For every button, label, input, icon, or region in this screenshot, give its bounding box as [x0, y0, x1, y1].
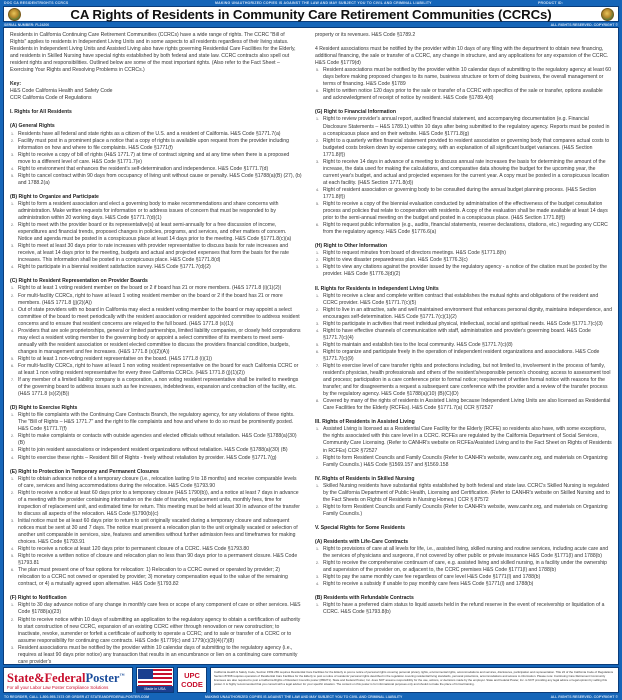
list-item: Right to meet with the provider board or its representative(s) at least semi-annually for a free discussion of income, expenditures and financial trends, proposed changes in policies, programs, and services, and other matters of concern. Notice and agenda must be posted in a conspicuous place at least 14 days prior to the meeting. H&S Code §1771.8(c)(a) — [18, 222, 292, 243]
list-item: Right to request minutes from board of directors meetings. H&S Code §1771.8(h) — [323, 250, 506, 257]
list-item: Right to at least 1 non-voting resident representative on the board. (H&S 1771.8 (i)(1)) — [18, 355, 212, 362]
list-item: Right to receive a copy of the biennial evaluation conducted by administration of the effectiveness of the budget consultation process and policies that relate to cooperation with residents. A copy of the evaluation shall be made available at least 14 days prior to the semi-annual meeting on the budget and posted in a conspicuous place. (H&S Section 1771.8(f)) — [323, 201, 608, 222]
notification-list-continued — [315, 67, 612, 102]
upc-code-box — [177, 667, 207, 693]
list-item: Right to organize and participate freely in the operation of independent resident organizations and associations. H&S Code §1771.7(c)(9) — [323, 348, 600, 362]
list-item: Right to form Resident Councils and Family Councils (Refer to CANHR's website, www.canhr.org, and materials on Organizing Family Councils.) H&S Code §1569.157 and §1569.158 — [323, 454, 608, 468]
list-item: For multi-facility CCRCs, right to have at least 1 non voting resident representative on the board for each California CCRC or at least 1 non voting resident representative for every three California CCRCs. (H&S 1771.8 (j)(1)(2)) — [18, 362, 299, 377]
upc-label: UPC — [184, 671, 200, 680]
intro-paragraph: Residents in California Continuing Care Retirement Communities (CCRCs) have a wide range of rights. The CCRC "Bill of Rights" applies to residents in Independent Living Units and in some aspects to all residents regardless of their living status. Residents in Independent Living Units and Assisted Living also have rights governing Residential Care Facilities for the Elderly, and residents in Skilled Nursing have special rights established by both federal and state law. CCRC contracts also spell out resident rights and responsibilities. Outlined below are some of the most important rights. (Also refer to the Fact Sheet – Exercising Your Rights and Resolving Problems in CCRCs.) — [10, 32, 296, 74]
other-info-title: (H) Right to Other Information — [315, 243, 388, 250]
made-in-usa-label: Made in USA — [137, 686, 173, 692]
left-column — [10, 32, 311, 665]
general-rights-list — [10, 131, 302, 187]
general-rights-title: (A) General Rights — [10, 123, 55, 130]
poster-body — [3, 27, 619, 665]
california-seal-icon — [8, 8, 21, 21]
skilled-nursing-list — [315, 483, 612, 518]
brand-logo — [3, 667, 133, 693]
copyright-bottom: ALL RIGHTS RESERVED. COPYRIGHT © — [550, 695, 618, 699]
list-item: Right to receive a notice at least 120 days prior to permanent closure of a CCRC. H&S Code §1793.80 — [18, 546, 250, 553]
list-item: The plan must present one of four options for relocation: 1) Relocation to a CCRC owned or operated by provider; 2) relocation to a CCRC not owned or operated by provider; 3) monetary compensation equal to the value of the remaining contract, or 4) a mutually agreed upon alternative. H&S Code §1793.82 — [18, 567, 288, 588]
list-item: Right to form a resident association and elect a governing body to make recommendations and share concerns with administration. Make written requests for information or to address issues of concern that must be responded to by administration within 20 working days. H&S Code §1771.7(d)(1) — [18, 200, 279, 222]
list-item: Right to a quarterly written financial statement provided to resident association or governing body that compares actual costs to budgeted costs broken down by expense category, with an explanation of all significant budget variances. (H&S Section 1771.8(f)) — [323, 137, 610, 158]
closures-list — [10, 476, 302, 589]
list-item: Initial notice must be at least 60 days prior to return to unit originally vacated during a temporary closure and subsequent notices must be sent at 30 and 7 days. The notice must present a relocation plan to the unit originally vacated or selection of another unit comparable in services, size, features and amenities without further admission fees and timeframes for making choices. H&S Code §1793.91 — [18, 517, 298, 546]
life-care-title: (A) Residents with Life-Care Contracts — [315, 539, 409, 545]
independent-living-list — [315, 293, 612, 413]
organize-list — [10, 201, 302, 271]
list-item: Right of resident association or governing body to be consulted during the annual budget planning process. (H&S Section 1771.8(f)) — [323, 186, 597, 200]
list-item: Right to receive a subsidy if unable to pay monthly care fees H&S Code §1771(l) and 1788(b) — [323, 581, 534, 588]
california-seal-icon — [601, 8, 614, 21]
list-item: Right to receive 14 days in advance of a meeting to discuss annual rate increases the basis for determining the amount of the increase, the data used for making the calculations, and comparative data showing the budget for the upcoming year, the current year's budget, and actual and projected expenses for the current year. A copy must be posted in a conspicuous location at each facility. (H&S Section 1771.8(d)) — [323, 158, 610, 186]
section-iv-title: IV. Rights of Residents in Skilled Nursing — [315, 475, 415, 482]
doc-code: DOC CA RESIDENTRIGHTS CCRCS — [4, 1, 69, 5]
assisted-living-list — [315, 426, 612, 468]
list-item: If any member of a limited liability company is a corporation, a non voting resident representative shall be invited to meetings of the governing board to address issues such as fee increases, indebtedness, expansion and contraction of the facility, etc. (H&S 1771.8 (s)(2)(B)) — [18, 377, 299, 398]
list-item: Resident associations must be notified by the provider within 10 calendar days of submitting to the regulatory agency (i.e., requires at least 90 days prior notice) any transaction that results in an encumbrance or lien on a continuing care community care provider's — [18, 644, 298, 665]
list-item: Right to view any citations against the provider issued by the regulatory agency - a notice of the citation must be posted by the provider. H&S Code §1776.3(d)(2) — [323, 264, 607, 278]
legal-disclaimer: California Health & Safety Code, Section 1569.269 requires Residential Care Facilities for the Elderly to post a notice of personal rights covering personal privacy rights, environmental rights, accommodations and services, disclosures, participation and representation. Title 22 of the California Code of Regulations Section 87468 requires operators of Residential Care Facilities for the Elderly to post a notice of residents' personal rights described in the regulation covering residential living standards, personal protections, accommodations and access to information. Please note: Continuing Care Retirement Community licensees are also required to post a California Rights of Resident Councils poster (#80271). State and Federal Poster, Inc. does NOT assume responsibility for the use, actions, or decisions made by the employer. State and Federal Poster, Inc. is NOT providing any legal advice or legal opinion by selling this poster. It is highly recommended that you consult with a legal advisor for your specific situation. The content on this poster is for informational purposes only and should not take the place of formal training. — [210, 667, 619, 693]
list-item: Right to environment that enhances the resident's self-determination and independence. H&S Code §1771.7(d) — [18, 165, 269, 172]
list-item: Right to receive a clear and complete written contract that establishes the mutual rights and obligations of the resident and CCRC provider. H&S Code §1771.7(c)(5) — [323, 292, 599, 306]
list-item: Right to form Resident Councils and Family Councils (Refer to CANHR's website, www.canhr.org, and materials on Organizing Family Councils.) — [323, 503, 608, 517]
list-item: Right to 30 day advance notice of any change in monthly care fees or scope of any component of care or other services. H&S Code §1788(a)(23) — [18, 602, 301, 616]
list-item: Providers that are sole proprietorships, general or limited partnerships, limited liability companies, or closely held corporations may elect a resident voting member to the governing body or appoint a select committee of its members to meet semi-annually with the resident association or resident elected committee to discuss the providers financial condition, budgets, changes in management and fee increases. (H&S 1771.8 (s)(2)(A)) — [18, 327, 301, 355]
list-item: Right to join resident associations or independent resident organizations without retaliation. H&S Code §1788(a)(30) (B) — [18, 447, 288, 454]
list-item: Covered by many of the rights of residents in Assisted Living because Independent Living Units are also licensed as Residential Care Facilities for the Elderly (RCFEs). H&S Code §1771.7(a) CCR §72527 — [323, 398, 611, 412]
list-item: Right to have a preferred claim status to liquid assets held in the refund reserve in the event of receivership or liquidation of a CCRC. H&S Code §1793.8(b) — [323, 602, 605, 616]
representation-title: (C) Right to Resident Representation on Provider Boards — [10, 278, 148, 285]
key-item: H&S Code California Health and Safety Code — [10, 88, 113, 95]
title-bar — [3, 6, 619, 22]
section-v-title: V. Special Rights for Some Residents — [315, 524, 406, 531]
list-item: Right to review provider's annual report, audited financial statement, and accompanying documentation (e.g. Financial Disclosure Statements – H&S 1789.1) within 10 days after being submitted to the regulatory agency. Reports must be posted in a conspicuous place and on their website. H&S Code §1771.8(g) — [323, 116, 610, 137]
list-item: Right to receive a written notice of closure and relocation plan no less than 90 days prior to a permanent closure. H&S Code §1793.81 — [18, 553, 298, 567]
brand-tagline: For all your Labor Law Poster Compliance Solutions — [7, 685, 109, 691]
list-item: Right to view disaster preparedness plan. H&S Code §1776.3(c) — [323, 257, 468, 264]
closures-title: (E) Right to Protection in Temporary and Permanent Closures — [10, 468, 159, 475]
list-item: Residents have all federal and state rights as a citizen of the U.S. and a resident of California. H&S Code §1771.7(a) — [18, 130, 281, 137]
list-item: Right to receive the comprehensive continuum of care, e.g. assisted living and skilled nursing, in a facility under the ownership and supervision of the provider on, or adjacent to, the CCRC premises H&S Code §1771(l) and 1788(b) — [323, 560, 607, 574]
list-item: Assisted Living is licensed as a Residential Care Facility for the Elderly (RCFE) so residents also have, with some exceptions, the rights associated with this care level in a CCRC. RCFEs are regulated by the California Department of Social Services, Community Care Licensing. (Refer to CANHR's website on RCFEs/Assisted Living and to the Fact Sheet on Rights of Residents in RCFEs) CCR §72527 — [323, 426, 612, 454]
list-item: Right to live in an attractive, safe and well maintained environment that enhances personal dignity, maintains independence, and encourages self-determination. H&S Code §1771.7(c)(1)(2) — [323, 306, 613, 320]
brand-poster: Poster — [85, 671, 120, 686]
list-item: Right to make complaints or contacts with outside agencies and elected officials without retaliation. H&S Code §1788(a)(30) (B) — [18, 433, 297, 447]
list-item: Skilled Nursing residents have substantial rights established by both federal and state law. CCRC's Skilled Nursing is regulated by the California Department of Public Health, Licensing and Certification. (Refer to CANHR's website on Skilled Nursing and to the Fact Sheets on Rights of Residents in Nursing Homes.) CCR § 87572 — [323, 482, 610, 503]
list-item: Right to receive a notice at least 60 days prior to a temporary closure (H&S 1790(b)), and a notice at least 7 days in advance of a meeting with the provider containing information on the date of transfer, replacement units, monthly fees, time for inspection of replacement unit, and estimated time for return. This meeting must be held at least 30 in advance of the transfer to discuss all aspects of the relocation. H&S Code §1790(b)(c) — [18, 489, 300, 517]
list-item: Right to participate in a biennial resident satisfaction survey. H&S Code §1771.7(d)(2) — [18, 264, 211, 271]
list-item: Right to meet at least 30 days prior to rate increases with provider representative to discuss basis for rate increases and receive, at least 14 days prior to the meeting, budgets and actual and projected expenses that form the basis for the rate increases. This information shall be posted in a conspicuous place. H&S Code §1771.8(d) — [18, 243, 289, 264]
exercise-rights-title: (D) Right to Exercise Rights — [10, 405, 78, 412]
copy-warning: MAKING UNAUTHORIZED COPIES IS AGAINST THE LAW AND MAY SUBJECT YOU TO CIVIL AND CRIMINAL LIABILITY — [215, 1, 432, 5]
page-title: CA Rights of Residents in Community Care Retirement Communities (CCRCs) — [70, 6, 552, 22]
financial-info-title: (G) Right to Financial Information — [315, 109, 396, 116]
code-label: CODE — [181, 680, 203, 689]
refundable-list — [315, 602, 612, 616]
list-item: Out of state providers with no board in California may elect a resident voting member to the board or may appoint a select committee of the board to meet periodically with the resident association or resident appointed committee to address resident concerns and to ensure that resident concerns are relayed to the full board. (H&S 1771.8 (s)(1)) — [18, 306, 300, 327]
list-item: Right to at least 1 voting resident member on the board or 2 if board has 21 or more members. (H&S 1771.8 (i)(1)(2)) — [18, 285, 282, 292]
brand-name: State&Federal — [7, 671, 86, 686]
list-item: Right to have effective channels of communication with staff, administration and provider's governing board. H&S Code §1771.7(c)(4) — [323, 327, 591, 341]
usa-flag-icon — [136, 667, 174, 693]
list-item: Resident associations must be notified by the provider within 10 calendar days of submitting to the regulatory agency at least 60 days before making proposed changes to its name, business structure or form of doing business, the overall management or terms of financing. H&S Code §1789 — [323, 67, 611, 88]
list-item: Right to written notice 120 days prior to the sale or transfer of a CCRC with specifics of the sale or transfer, options available and acknowledgment of receipt of notice by resident. H&S Code §1789.4(d) — [323, 88, 603, 102]
list-item: Right to participate in activities that meet individual physical, intellectual, social and spiritual needs. H&S Code §1771.7(c)(3) — [323, 320, 603, 327]
other-info-list — [315, 250, 612, 278]
life-care-list — [315, 546, 612, 588]
section-ii-title: II. Rights for Residents in Independent Living Units — [315, 285, 439, 292]
financial-info-list — [315, 116, 612, 236]
list-item: Right to maintain and establish ties to the local community. H&S Code §1771.7(c)(8) — [323, 341, 513, 348]
key-item: CCR California Code of Regulations — [10, 95, 92, 102]
representation-list — [10, 285, 302, 398]
product-id-label: PRODUCT ID: — [538, 1, 564, 5]
continued-item: 4 Resident associations must be notified by the provider within 10 days of any filing with the department to obtain new financing, additional financing, the sale or transfer of a CCRC, any change in structure, and any applications for any expansion of the CCRC. H&S Code §1779(d) — [315, 46, 609, 67]
key-title: Key: — [10, 81, 22, 88]
list-item: Right to file complaints with the Continuing Care Contracts Branch, the regulatory agency, for any violations of these rights. The "Bill of Rights – H&S 1771.7" and the right to file complaints and how and where to do so must be prominently posted. H&S Code §1771.7(f) — [18, 412, 295, 433]
list-item: Right to receive notice within 10 days of submitting an application to the regulatory agency to obtain a certification of authority to start construction of new CCRC, expansion of an existing CCRC either through renovation or new construction; to inactivate, revoke, surrender or forfeit a certificate of authority to operate a CCRC; and to sale or transfer of a CCRC or to assume responsibility for continuing care contracts. H&S Code §1779(c) and 1779(c)(3)(4)(7)(8) — [18, 616, 301, 644]
list-item: Facility must post in a prominent place a notice that a copy of rights is available upon request from the provider including information on how and where to file complaints. H&S Code §1771(f) — [18, 137, 289, 151]
list-item: Right to exercise level of care transfer rights and protections including, but not limited to, involvement in the process of family, resident's physician, health professionals and others of the resident's/responsible person's choosing; access to assessment tool and process; participation in a care conference prior to formal notice; requirement of written formal notice with reasons for the transfer; and for disagreements a request a subsequent care conference with the provider and a review of the transfer process by the regulatory agency. H&S Code §1788(a)(10) (B)(C)(D) — [323, 363, 611, 398]
notification-title: (F) Right to Notification — [10, 595, 67, 602]
organize-title: (B) Right to Organize and Participate — [10, 193, 99, 200]
continued-text: property or its revenues. H&S Code §1789.2 — [315, 32, 416, 38]
reorder-info: TO REORDER, CALL 1-800-955-7473 OR ORDER AT STATEANDFEDERALPOSTER.COM — [4, 695, 150, 699]
bottom-strip — [0, 694, 622, 700]
footer — [3, 667, 619, 693]
list-item: For multi-facility CCRCs, right to have at least 1 voting resident member on the board or 2 if the board has 21 or more members. (H&S 1771.8 (j)(2)(A)) — [18, 292, 283, 306]
list-item: Right to exercise these rights – Resident Bill of Rights - freely without retaliation by provider. H&S Code §1771.7(g) — [18, 454, 277, 461]
serial-number: SERIAL NUMBER: FL24200 — [4, 22, 50, 27]
rights-reserved: ALL RIGHTS RESERVED. COPYRIGHT © — [550, 22, 618, 27]
section-i-title: I. Rights for All Residents — [10, 109, 72, 116]
exercise-rights-list — [10, 412, 302, 461]
list-item: Right to cancel contract within 90 days from occupancy of living unit without cause or penalty. H&S Code §1788(a)(B) (27), (b) and 1788.2(a) — [18, 172, 302, 186]
section-iii-title: III. Rights of Residents in Assisted Living — [315, 419, 415, 426]
notification-list — [10, 602, 302, 665]
list-item: Right to provisions of care at all levels for life, i.e., assisted living, skilled nursing and routine services, including acute care and the services of physicians and surgeons, if not covered by other public or private insurance H&S Code §1771(l) and 1788(b) — [323, 546, 609, 560]
list-item: Right to receive a copy of bill of rights (H&S 1771.7) at time of contract signing and at any time when there is a proposed move to a different level of care. H&S Code §1771.7(e) — [18, 151, 290, 165]
trademark: ™ — [119, 673, 125, 679]
right-column — [311, 32, 612, 662]
copy-warning-bottom: MAKING UNAUTHORIZED COPIES IS AGAINST THE LAW AND MAY SUBJECT YOU TO CIVIL AND CRIMINAL LIABILITY — [205, 695, 403, 699]
list-item: Right to obtain advance notice of a temporary closure (i.e., relocation lasting 9 to 18 months) and receive comparable levels of care, services and living accommodations during the relocation. H&S Code §1793.90 — [18, 475, 297, 489]
refundable-title: (B) Residents with Refundable Contracts — [315, 595, 414, 602]
list-item: Right to request public information (e.g., audits, financial statements, reserve declarations, citations, etc.) regarding any CCRC from the regulatory agency. H&S Code §1776.6(a) — [323, 222, 608, 236]
list-item: Right to pay the same monthly care fee regardless of care level H&S Code §1771(l) and 1788(b) — [323, 574, 541, 581]
